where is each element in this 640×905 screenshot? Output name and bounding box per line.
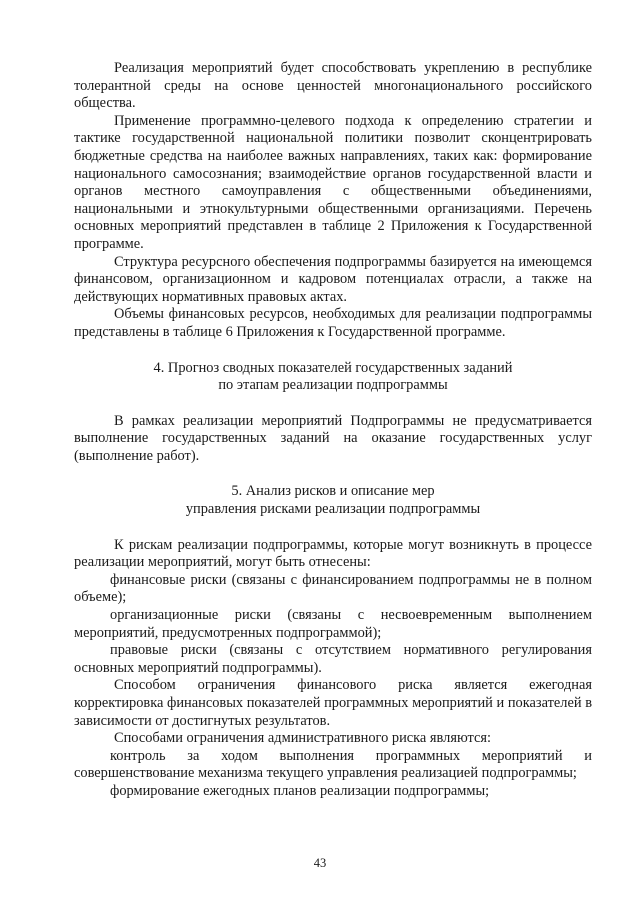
admin-measure-control: контроль за ходом выполнения программных мероприятий и совершенствование механизма текущего управления реализацией подпрограммы; bbox=[74, 747, 592, 782]
paragraph-financial-risk-limit: Способом ограничения финансового риска является ежегодная корректировка финансовых показателей программных мероприятий и показателей в зависимости от достигнутых результатов. bbox=[74, 677, 592, 729]
admin-measure-plans: формирование ежегодных планов реализации подпрограммы; bbox=[110, 782, 490, 799]
paragraph-resource-structure: Структура ресурсного обеспечения подпрограммы базируется на имеющемся финансовом, организационном и кадровом потенциалах отрасли, а также на действующих нормативных правовых актах. bbox=[74, 253, 592, 305]
section-5-heading-line1: 5. Анализ рисков и описание мер bbox=[231, 483, 435, 500]
section-4-heading-line2: по этапам реализации подпрограммы bbox=[218, 377, 448, 394]
section-5-heading bbox=[74, 483, 592, 518]
section-5-intro: К рискам реализации подпрограммы, которые могут возникнуть в процессе реализации мероприятий, могут быть отнесены: bbox=[74, 536, 592, 571]
risk-item-financial: финансовые риски (связаны с финансированием подпрограммы не в полном объеме); bbox=[74, 571, 592, 606]
document-page bbox=[74, 60, 592, 801]
section-4-heading bbox=[74, 360, 592, 395]
paragraph-financial-volumes: Объемы финансовых ресурсов, необходимых для реализации подпрограммы представлены в таблице 6 Приложения к Государственной программе. bbox=[74, 306, 592, 340]
risk-item-organizational: организационные риски (связаны с несвоевременным выполнением мероприятий, предусмотренных подпрограммой); bbox=[74, 607, 592, 641]
paragraph-implementation: Реализация мероприятий будет способствовать укреплению в республике толерантной среды на основе ценностей многонационального российского общества. bbox=[74, 60, 592, 112]
section-4-heading-line1: 4. Прогноз сводных показателей государственных заданий bbox=[153, 359, 513, 376]
section-5-heading-line2: управления рисками реализации подпрограммы bbox=[185, 501, 481, 518]
paragraph-program-approach: Применение программно-целевого подхода к определению стратегии и тактике государственной национальной политики позволит сконцентрировать бюджетные средства на наиболее важных направлениях, таких как: формирование национального самосознания; взаимодействие органов государственной власти и органов местного самоуправления с общественными объединениями, национальными и этнокультурными общественными организациями. Перечень основных мероприятий представлен в таблице 2 Приложения к Государственной программе. bbox=[74, 112, 592, 252]
section-4-paragraph: В рамках реализации мероприятий Подпрограммы не предусматривается выполнение государственных заданий на оказание государственных услуг (выполнение работ). bbox=[74, 412, 592, 464]
risk-item-legal: правовые риски (связаны с отсутствием нормативного регулирования основных мероприятий подпрограммы). bbox=[74, 642, 592, 676]
page-number: 43 bbox=[313, 856, 327, 870]
paragraph-admin-risk-intro: Способами ограничения административного риска являются: bbox=[114, 730, 491, 747]
